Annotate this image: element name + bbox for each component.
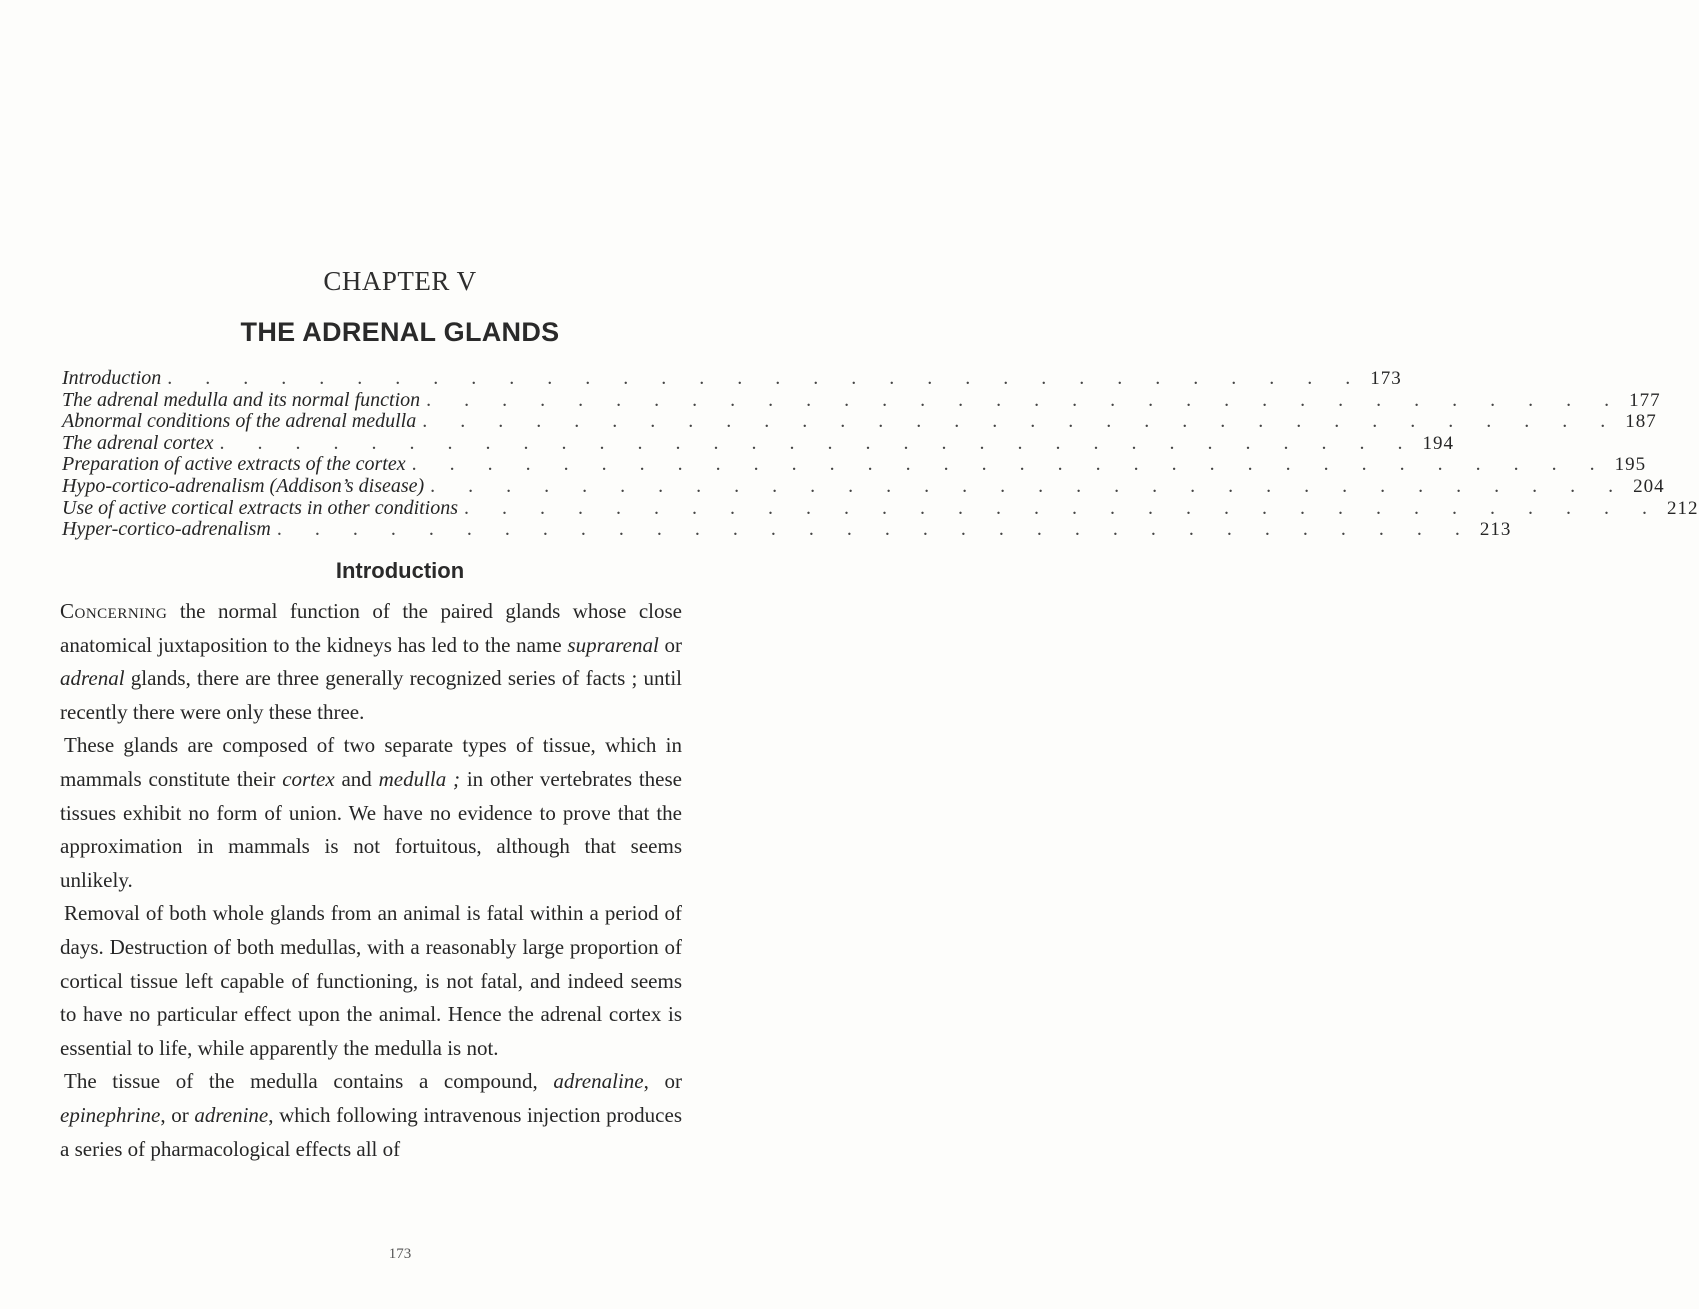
paragraph-text: , or [643,1069,682,1094]
chapter-label: CHAPTER V [323,266,477,296]
emphasis-term: suprarenal [567,632,659,657]
emphasis-term: cortex [282,766,335,791]
toc-entry [62,431,1454,455]
toc-entry [62,496,1699,520]
toc-entry-title: Use of active cortical extracts in other conditions [62,496,459,519]
emphasis-term: adrenal [60,666,125,691]
emphasis-term: epinephrine [60,1102,161,1127]
paragraph-lead-word: Concerning [60,599,168,623]
toc-entry-page: 212 [1667,497,1699,519]
toc-leader-dots: . . . . . . . . . . . . . . . . . . . . . . . . . . . . . . . . [426,388,1624,411]
paragraph-text: in other vertebrates these tissues exhibit no form of union. We have no evidence to prove that the approximation in mammals is not fortuitous, although that seems unlikely. [60,766,682,892]
toc-leader-dots: . . . . . . . . . . . . . . . . . . . . . . . . . . . . . . . . [411,453,1609,476]
toc-entry [62,518,1512,541]
toc-entry-title: The adrenal medulla and its normal function [62,388,421,411]
paragraph-text: the normal function of the paired glands whose close anatomical juxtaposition to the kidneys has led to the name [60,599,682,657]
toc-leader-dots: . . . . . . . . . . . . . . . . . . . . . . . . . . . . . . . . [430,474,1628,497]
toc-entry-page: 204 [1633,475,1665,497]
toc-entry-title: Abnormal conditions of the adrenal medulla [62,410,417,433]
paragraph-text: , or [160,1102,195,1127]
page-number: 173 [388,1246,412,1262]
toc-entry-page: 195 [1614,454,1647,476]
toc-leader-dots: . . . . . . . . . . . . . . . . . . . . . . . . . . . . . . . . [464,496,1662,519]
body-text [60,595,682,1166]
paragraph-text: and [334,766,379,791]
emphasis-term: adrenine [194,1102,269,1127]
toc-entry-title: Hyper-cortico-adrenalism [62,518,271,541]
toc-entry-page: 194 [1422,432,1454,454]
toc-entry-page: 187 [1625,411,1657,433]
toc-entry [62,367,1402,390]
emphasis-term: adrenaline [553,1069,644,1094]
toc-entry-page: 213 [1479,519,1512,541]
paragraph-text: The tissue of the medulla contains a compound, [64,1069,554,1094]
section-heading: Introduction [335,558,465,583]
toc-leader-dots: . . . . . . . . . . . . . . . . . . . . . . . . . . . . . . . . [167,367,1365,389]
toc-entry-title: The adrenal cortex [62,431,214,454]
paragraph-text: , which following intravenous injection produces a series of pharmacological effects all of [60,1102,682,1161]
toc-leader-dots: . . . . . . . . . . . . . . . . . . . . . . . . . . . . . . . . [276,518,1474,541]
toc-entry-title: Introduction [62,367,162,389]
chapter-title: THE ADRENAL GLANDS [240,317,560,347]
toc-leader-dots: . . . . . . . . . . . . . . . . . . . . . . . . . . . . . . . . [422,410,1620,433]
table-of-contents [62,367,1699,541]
paragraph-text: These glands are composed of two separate types of tissue, which in mammals constitute their [60,733,682,791]
emphasis-term: medulla ; [378,766,461,791]
toc-entry [62,410,1657,433]
paragraph-text: or [658,632,683,657]
toc-entry-title: Preparation of active extracts of the cortex [62,453,406,476]
toc-entry-page: 177 [1629,389,1661,411]
toc-leader-dots: . . . . . . . . . . . . . . . . . . . . . . . . . . . . . . . . [219,431,1417,454]
paragraph [60,1065,682,1166]
paragraph [60,729,682,897]
paragraph [60,595,682,729]
toc-entry [62,388,1661,412]
toc-entry [62,474,1665,498]
paragraph-text: glands, there are three generally recognized series of facts ; until recently there were only these three. [60,666,682,724]
toc-entry-title: Hypo-cortico-adrenalism (Addison’s disease) [62,474,425,497]
toc-entry-page: 173 [1370,368,1402,389]
paragraph: Removal of both whole glands from an animal is fatal within a period of days. Destruction of both medullas, with a reasonably large proportion of cortical tissue left capable of functioning, is not fatal, and indeed seems to have no particular effect upon the animal. Hence the adrenal cortex is essential to life, while apparently the medulla is not. [60,901,682,1060]
toc-entry [62,453,1647,476]
